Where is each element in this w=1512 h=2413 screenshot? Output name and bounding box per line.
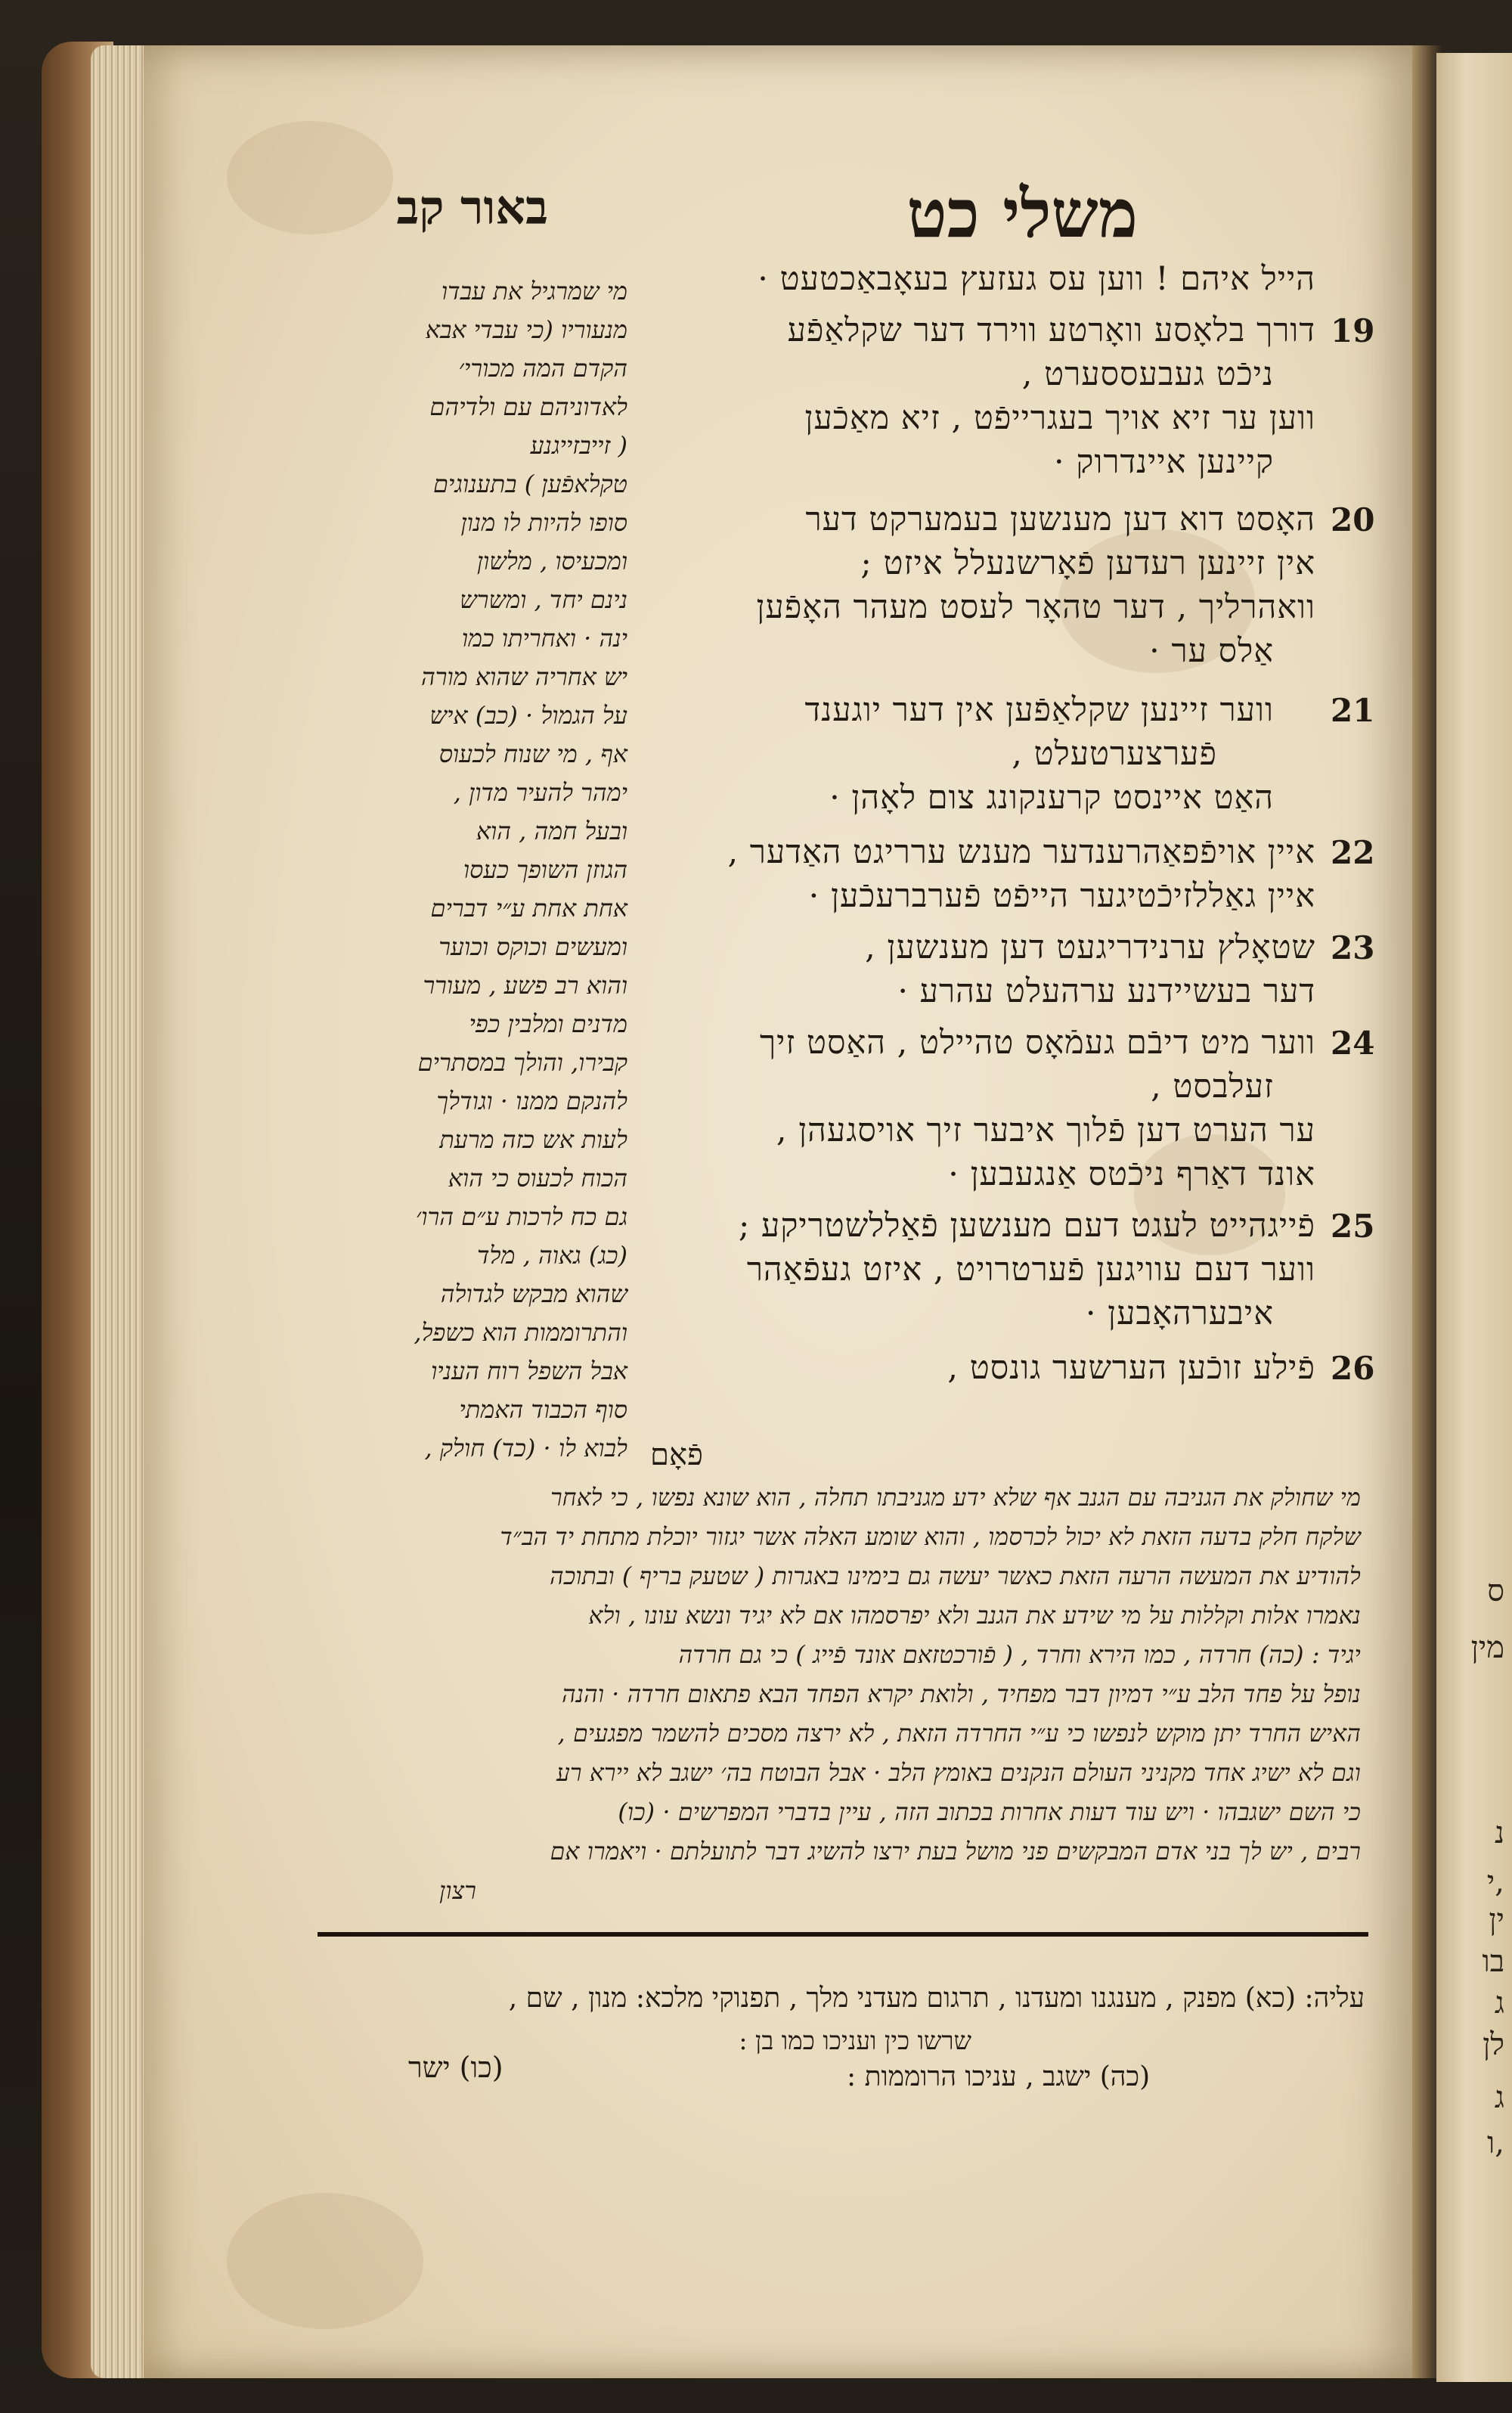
main-text-column	[650, 257, 1375, 1390]
next-page-mark: בו	[1482, 1944, 1504, 1979]
commentary-line: מי שמרגיל את עבדו	[441, 277, 627, 306]
verse-number: 26	[1331, 1350, 1375, 1387]
verse	[650, 926, 1375, 1013]
commentary-title: באור קב	[396, 180, 548, 235]
commentary-line: על הגמול · (כב) איש	[429, 701, 627, 730]
verse-line: האָסט דוא דען מענשען בעמערקט דער	[805, 501, 1315, 538]
verse-number: 25	[1331, 1208, 1375, 1245]
commentary-line: להנקם ממנו · וגודלך	[436, 1087, 627, 1115]
commentary-line: מי שחולק את הגניבה עם הגנב אף שלא ידע מגניבתו תחלה , הוא שונא נפשו , כי לאחר	[550, 1484, 1361, 1512]
commentary-line: נינם יחד , ומשרש	[460, 585, 627, 614]
verse-line: איבערהאָבען ·	[1085, 1295, 1274, 1332]
verse-line: ניכֿט געבעססערט ,	[1021, 355, 1274, 393]
next-page-mark: נ	[1494, 1816, 1504, 1850]
commentary-line: וגם לא ישיג אחד מקניני העולם הנקנים באומץ הלב · אבל הבוטח בה׳ ישגב לא יירא רע	[556, 1760, 1361, 1787]
commentary-line: יש אחריה שהוא מורה	[421, 662, 627, 691]
verse-number: 23	[1331, 929, 1375, 966]
next-page-edge	[1436, 53, 1512, 2382]
verse	[650, 688, 1375, 820]
commentary-line: והוא רב פשע , מעורר	[423, 971, 627, 1000]
commentary-block	[314, 1478, 1361, 1911]
verse-number: 20	[1331, 501, 1375, 538]
commentary-line: הקדם המה מכורי׳	[458, 354, 627, 383]
next-page-mark: ג	[1494, 2080, 1504, 2115]
next-page-mark: מין	[1470, 1630, 1504, 1665]
verse-line: אונד דאַרף ניכֿטס אַנגעבען ·	[948, 1155, 1315, 1193]
commentary-line: להודיע את המעשה הרעה הזאת כאשר יעשה גם בימינו באגרות ( שטעק בריף ) ובתוכה	[550, 1563, 1361, 1590]
verse-line: איין אויפֿפאַהרענדער מענש ערריגט האַדער ,	[727, 833, 1315, 871]
commentary-line: רצון	[439, 1878, 476, 1905]
commentary-line: אף , מי שנוח לכעוס	[438, 740, 627, 768]
verse-line: וואהרליך , דער טהאָר לעסט מעהר האָפֿען	[756, 588, 1315, 626]
commentary-line: אחת אחת ע״י דברים	[430, 894, 627, 923]
verse-line: איין גאַללזיכֿטיגער הייפֿט פֿערברעכֿען ·	[808, 877, 1315, 915]
commentary-line: לאדוניהם עם ולדיהם	[429, 392, 627, 421]
commentary-line: לבוא לו · (כד) חולק ,	[424, 1434, 627, 1462]
commentary-line: אבל השפל רוח העניו	[431, 1357, 627, 1385]
verse-line: ווער דעם עוויגען פֿערטרויט , איזט געפֿאַהר	[746, 1251, 1315, 1289]
side-commentary-column	[333, 272, 627, 1468]
commentary-line: נופל על פחד הלב ע״י דמיון דבר מפחיד , ולואת יקרא הפחד הבא פתאום חרדה · והנה	[562, 1681, 1361, 1708]
verse	[650, 498, 1375, 673]
verse-line: פֿערצערטעלט ,	[1012, 735, 1217, 773]
commentary-line: טקלאפֿען ) בתענוגים	[432, 470, 627, 498]
commentary-line: שלקח חלק בדעה הזאת לא יכול לכרסמו , והוא שומע האלה אשר יגזור יוכלת מתחת יד הב״ד	[500, 1524, 1361, 1551]
verse-line: זעלבסט ,	[1151, 1068, 1274, 1106]
commentary-line: ינה · ואחריתו כמו	[461, 624, 627, 653]
commentary-line: מנעוריו (כי עבדי אבא	[425, 315, 627, 344]
commentary-line: האיש החרד יתן מוקש לנפשו כי ע״י החרדה הזאת , לא ירצה מסכים להשמר מפגעים ,	[557, 1720, 1361, 1748]
page-stain	[227, 2193, 423, 2329]
verse-line: אין זיינען רעדען פֿאָרשנעלל איזט ;	[860, 544, 1315, 582]
verse-line: הייל איהם ! ווען עס געזעץ בעאָבאַכטעט ·	[758, 260, 1315, 298]
verse-line: האַט איינסט קרענקונג צום לאָהן ·	[829, 779, 1274, 817]
verse-line: קיינען איינדרוק ·	[1054, 443, 1274, 481]
verse-line: ווען ער זיא אויך בעגרייפֿט , זיא מאַכֿען	[804, 399, 1315, 437]
commentary-line: ימהר להעיר מדון ,	[453, 778, 627, 807]
next-page-mark: לן	[1483, 2027, 1504, 2062]
footnote-line: עליה: (כא) מפנק , מענגנו ומעדנו , תרגום מעדני מלך , תפנוקי מלכא: מנון , שם ,	[508, 1983, 1365, 2014]
verse	[650, 1021, 1375, 1196]
separator-rule	[318, 1932, 1368, 1937]
verse-line: שטאָלץ ערנידריגעט דען מענשען ,	[865, 929, 1315, 966]
commentary-line: סופו להיות לו מנון	[460, 508, 627, 537]
verse	[650, 1346, 1375, 1390]
verse-number: 24	[1331, 1025, 1375, 1062]
commentary-line: שהוא מבקש לגדולה	[440, 1279, 627, 1308]
commentary-line: רבים , יש לך בני אדם המבקשים פני מושל בעת ירצו להשיג דבר לתועלתם · ויאמרו אם	[550, 1838, 1361, 1866]
footnote-line: (כה) ישגב , עניכו הרוממות :	[847, 2061, 1151, 2092]
commentary-line: כי השם ישגבהו · ויש עוד דעות אחרות בכתוב הזה , עיין בדברי המפרשים · (כו)	[618, 1799, 1361, 1826]
footnote-line: (כו) ישר	[408, 2051, 503, 2084]
verse-line: אַלס ער ·	[1149, 632, 1274, 670]
next-page-mark: ו,	[1487, 2126, 1504, 2160]
verse	[650, 830, 1375, 918]
commentary-line: סוף הכבוד האמתי	[459, 1395, 627, 1424]
next-page-mark: ג	[1494, 1986, 1504, 2021]
verse-line: דער בעשיידנע ערהעלט עהרע ·	[897, 972, 1315, 1010]
verse-line: ווער זיינען שקלאַפֿען אין דער יוגענד	[804, 691, 1274, 729]
verse-number: 21	[1331, 692, 1375, 729]
commentary-line: (כג) גאוה , מלד	[476, 1241, 627, 1270]
verse	[650, 309, 1375, 484]
verse-line: פֿילע זוכֿען הערשער גונסט ,	[947, 1349, 1315, 1387]
commentary-line: קבירו, והולך במסתרים	[417, 1048, 627, 1077]
verse	[650, 257, 1315, 301]
commentary-line: הכוח לכעוס כי הוא	[448, 1164, 627, 1193]
commentary-line: יגיד : (כה) חרדה , כמו הירא וחרד , ( פֿורכטזאם אונד פֿייג ) כי גם חרדה	[678, 1642, 1361, 1669]
verse	[650, 1204, 1375, 1335]
verse-number: 19	[1331, 312, 1375, 349]
page-title: משלי כט	[906, 174, 1138, 253]
verse-line: פֿייגהייט לעגט דעם מענשען פֿאַללשטריקע ;	[738, 1207, 1315, 1245]
commentary-line: הגוזן השופך כעסו	[463, 855, 627, 884]
commentary-line: ( זייבזייגנע	[530, 431, 627, 460]
commentary-line: ובעל חמה , הוא	[476, 817, 627, 845]
verse-line: ווער מיט דיבֿם געמֿאָס טהיילט , האַסט זיך	[759, 1024, 1315, 1062]
catchword: פֿאָם	[650, 1438, 703, 1472]
verse-line: דורך בלאָסע וואָרטע ווירד דער שקלאַפֿע	[787, 312, 1315, 349]
verse-line: ער הערט דען פֿלוך איבער זיך אויסגעהן ,	[776, 1112, 1315, 1149]
next-page-mark: י,	[1486, 1865, 1504, 1900]
commentary-line: ומעשים וכוקס וכוער	[438, 932, 627, 961]
commentary-line: והתרוממות הוא כשפל,	[414, 1318, 627, 1347]
commentary-line: ומכעיסו , מלשון	[476, 547, 627, 575]
commentary-line: נאמרו אלות וקללות על מי שידע את הגנב ולא יפרסמהו אם לא יגיד ונשא עונו , ולא	[588, 1602, 1361, 1630]
next-page-mark: ין	[1489, 1903, 1504, 1937]
commentary-line: מדנים ומלבין כפי	[469, 1010, 627, 1038]
verse-number: 22	[1331, 834, 1375, 871]
footnotes	[318, 1977, 1365, 2062]
next-page-mark: ס	[1487, 1574, 1504, 1608]
footnote-line: שרשו כין ועניכו כמו בן :	[739, 2026, 971, 2055]
commentary-line: גם כח לרכות ע״ם הרו׳	[415, 1202, 627, 1231]
commentary-line: לעות אש כזה מרעת	[439, 1125, 627, 1154]
